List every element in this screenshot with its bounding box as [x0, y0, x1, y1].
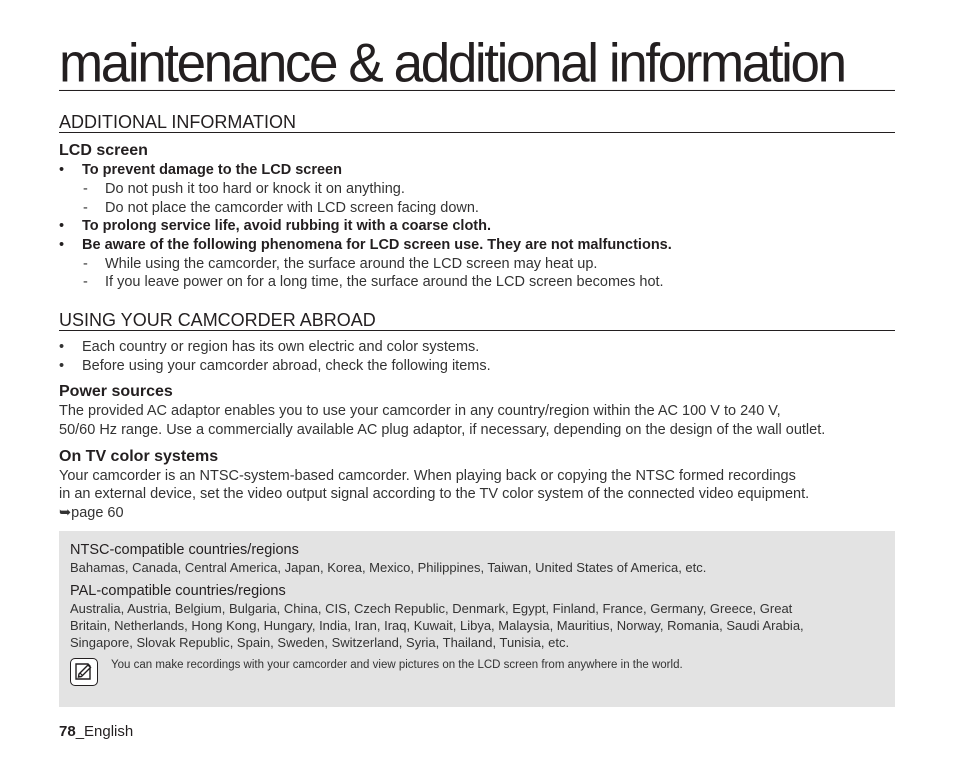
- dash-icon: -: [83, 200, 88, 216]
- section-heading-using-camcorder-abroad: USING YOUR CAMCORDER ABROAD: [59, 310, 895, 331]
- pal-countries-line: Britain, Netherlands, Hong Kong, Hungary, India, Iran, Iraq, Kuwait, Libya, Malaysia, Mauritius, Norway, Romania, Saudi Arabia,: [70, 618, 804, 633]
- ntsc-heading: NTSC-compatible countries/regions: [70, 542, 299, 558]
- bullet-icon: •: [59, 339, 65, 355]
- bullet-icon: •: [59, 358, 65, 374]
- pal-heading: PAL-compatible countries/regions: [70, 583, 286, 599]
- dash-icon: -: [83, 274, 88, 290]
- note-pencil-icon: [70, 658, 98, 686]
- country-systems-box: [59, 531, 895, 707]
- dash-icon: -: [83, 256, 88, 272]
- bullet-icon: •: [59, 162, 65, 178]
- pal-countries-line: Australia, Austria, Belgium, Bulgaria, China, CIS, Czech Republic, Denmark, Egypt, Finland, France, Germany, Greece, Great: [70, 601, 793, 616]
- pal-countries-line: Singapore, Slovak Republic, Spain, Sweden, Switzerland, Syria, Thailand, Tunisia, etc.: [70, 635, 570, 650]
- chapter-title: maintenance & additional information: [59, 38, 895, 91]
- ntsc-countries: Bahamas, Canada, Central America, Japan, Korea, Mexico, Philippines, Taiwan, United States of America, etc.: [70, 560, 707, 575]
- paragraph-line: Your camcorder is an NTSC-system-based camcorder. When playing back or copying the NTSC formed recordings: [59, 468, 796, 484]
- dash-icon: -: [83, 181, 88, 197]
- page-footer: [59, 723, 133, 741]
- paragraph-line: in an external device, set the video output signal according to the TV color system of the connected video equipment.: [59, 486, 810, 502]
- paragraph-line: The provided AC adaptor enables you to use your camcorder in any country/region within the AC 100 V to 240 V,: [59, 403, 781, 419]
- section-heading-additional-information: ADDITIONAL INFORMATION: [59, 112, 895, 133]
- page-reference-link[interactable]: ➥page 60: [59, 505, 124, 521]
- subheading-lcd-screen: LCD screen: [59, 142, 148, 159]
- bullet-icon: •: [59, 218, 65, 234]
- subheading-power-sources: Power sources: [59, 383, 173, 400]
- note-text: You can make recordings with your camcorder and view pictures on the LCD screen from anywhere in the world.: [111, 659, 683, 671]
- paragraph-line: 50/60 Hz range. Use a commercially available AC plug adaptor, if necessary, depending on the design of the wall outlet.: [59, 422, 826, 438]
- bullet-icon: •: [59, 237, 65, 253]
- footer-language: _English: [75, 723, 134, 740]
- page-number: 78: [59, 723, 76, 740]
- subheading-tv-color-systems: On TV color systems: [59, 448, 219, 465]
